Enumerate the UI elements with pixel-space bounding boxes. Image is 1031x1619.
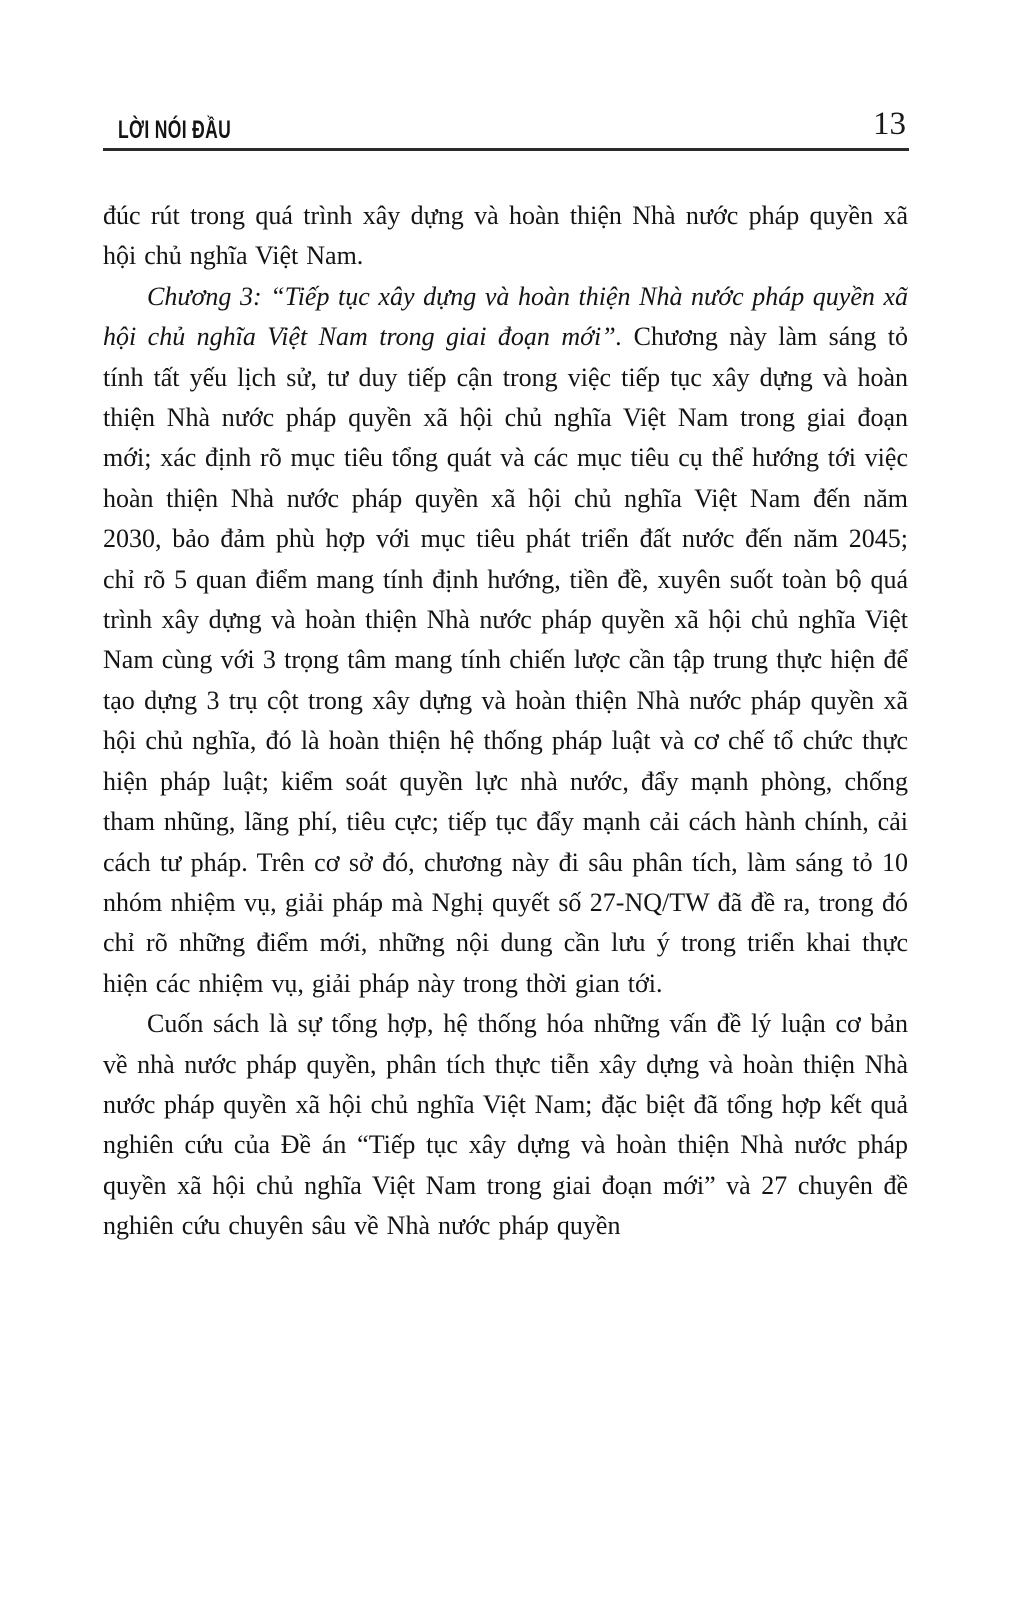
paragraph-chapter3-summary (103, 277, 908, 1004)
running-head: LỜI NÓI ĐẦU (118, 116, 232, 144)
paragraph-book-summary: Cuốn sách là sự tổng hợp, hệ thống hóa những vấn đề lý luận cơ bản về nhà nước pháp quyền, phân tích thực tiễn xây dựng và hoàn thiện Nhà nước pháp quyền xã hội chủ nghĩa Việt Nam; đặc biệt đã tổng hợp kết quả nghiên cứu của Đề án “Tiếp tục xây dựng và hoàn thiện Nhà nước pháp quyền xã hội chủ nghĩa Việt Nam trong giai đoạn mới” và 27 chuyên đề nghiên cứu chuyên sâu về Nhà nước pháp quyền (103, 1009, 908, 1241)
paragraph-continuation: đúc rút trong quá trình xây dựng và hoàn thiện Nhà nước pháp quyền xã hội chủ nghĩa Việt Nam. (103, 201, 908, 271)
page-header (103, 106, 908, 148)
page-number: 13 (873, 106, 906, 142)
header-rule (103, 148, 909, 151)
body-text (103, 196, 908, 1247)
chapter3-title-italic: Chương 3: “Tiếp tục xây dựng và hoàn thiện Nhà nước pháp quyền xã hội chủ nghĩa Việt Nam trong giai đoạn mới”. (103, 281, 908, 352)
chapter3-summary-text: Chương này làm sáng tỏ tính tất yếu lịch sử, tư duy tiếp cận trong việc tiếp tục xây dựng và hoàn thiện Nhà nước pháp quyền xã hội chủ nghĩa Việt Nam trong giai đoạn mới; xác định rõ mục tiêu tổng quát và các mục tiêu cụ thể hướng tới việc hoàn thiện Nhà nước pháp quyền xã hội chủ nghĩa Việt Nam đến năm 2030, bảo đảm phù hợp với mục tiêu phát triển đất nước đến năm 2045; chỉ rõ 5 quan điểm mang tính định hướng, tiền đề, xuyên suốt toàn bộ quá trình xây dựng và hoàn thiện Nhà nước pháp quyền xã hội chủ nghĩa Việt Nam cùng với 3 trọng tâm mang tính chiến lược cần tập trung thực hiện để tạo dựng 3 trụ cột trong xây dựng và hoàn thiện Nhà nước pháp quyền xã hội chủ nghĩa, đó là hoàn thiện hệ thống pháp luật và cơ chế tổ chức thực hiện pháp luật; kiểm soát quyền lực nhà nước, đẩy mạnh phòng, chống tham nhũng, lãng phí, tiêu cực; tiếp tục đẩy mạnh cải cách hành chính, cải cách tư pháp. Trên cơ sở đó, chương này đi sâu phân tích, làm sáng tỏ 10 nhóm nhiệm vụ, giải pháp mà Nghị quyết số 27-NQ/TW đã đề ra, trong đó chỉ rõ những điểm mới, những nội dung cần lưu ý trong triển khai thực hiện các nhiệm vụ, giải pháp này trong thời gian tới. (103, 322, 908, 998)
